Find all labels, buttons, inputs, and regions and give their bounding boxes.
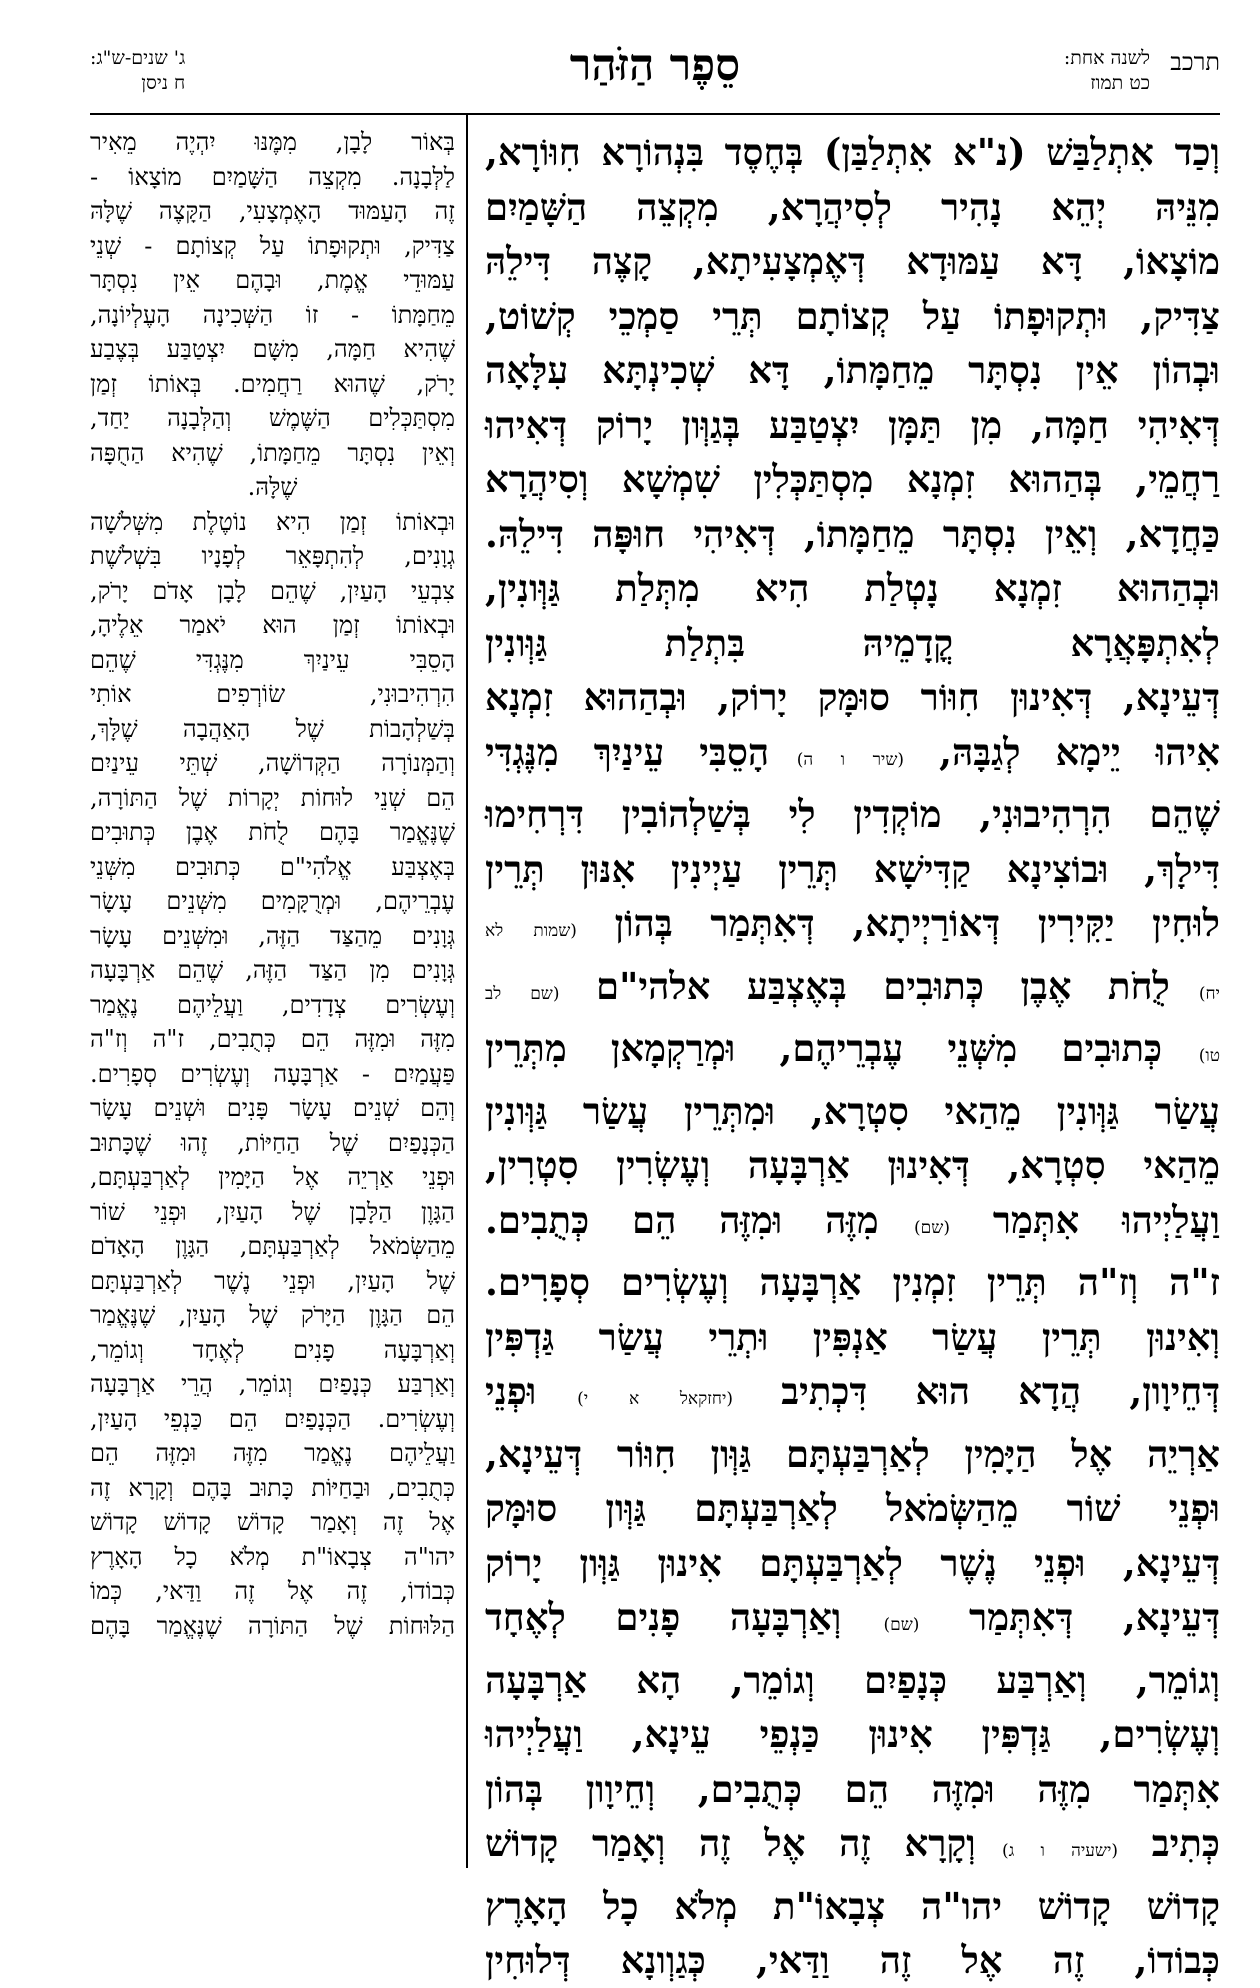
text-segment: וְגוֹמֵר, וְאַרְבַּע כְּנָפַיִם וְגוֹמֵר, הָא אַרְבָּעָה: [485, 1657, 1220, 1702]
translation-line: שֶׁנֶּאֱמַר בָּהֶם לֻחֹת אֶבֶן כְּתוּבִים: [90, 818, 455, 846]
text-line: [485, 616, 1220, 671]
text-segment: וְאִינוּן תְּרֵין עֲשַׂר אַנְפִּין וּתְרֵי עֲשַׂר גַּדְפִּין: [485, 1314, 1220, 1359]
verse-reference: יח): [1169, 983, 1221, 1004]
text-segment: כְּתִיב: [1118, 1821, 1220, 1865]
translation-line: כְּתֻבִים, וּבַחַיּוֹת כָּתוּב בָּהֶם וְקָרָא זֶה: [90, 1473, 455, 1502]
hebrew-translation-column: [90, 125, 455, 1875]
translation-line: וְעֶשְׂרִים. הַכְּנָפַיִם הֵם כַּנְפֵי הָעַיִן,: [90, 1404, 455, 1433]
text-line: [485, 842, 1220, 897]
text-segment: מִזֶּה וּמִזֶּה הֵם כְּתֻבִים.: [485, 1197, 879, 1242]
text-line: [485, 1816, 1220, 1879]
translation-line: עֶבְרֵיהֶם, וּמְרֻקָּמִים מִשְּׁנֵים עָשָׂר: [90, 887, 455, 915]
column-divider: [466, 113, 468, 1868]
translation-line: צַדִּיק, וּתְקוּפָתוֹ עַל קְצוֹתָם - שְׁנֵי: [90, 231, 455, 260]
text-line: [485, 1707, 1220, 1762]
text-line: [485, 343, 1220, 398]
text-segment: לוּחִין יַקִּירִין דְּאוֹרַיְיתָא, דְּאִתְּמַר בְּהוֹן: [576, 901, 1220, 945]
translation-line: וְאַרְבַּע כְּנָפַיִם וְגוֹמֵר, הֲרֵי אַרְבָּעָה: [90, 1370, 455, 1398]
text-line: [485, 289, 1220, 344]
text-segment: רַחֲמֵי, בְּהַהוּא זִמְנָא מִסְתַּכְּלִין שִׁמְשָׁא וְסִיהֲרָא: [485, 457, 1220, 501]
text-segment: וּפְנֵי שׁוֹר מֵהַשְּׂמֹאל לְאַרְבַּעְתָּם גַּוְּון סוּמָּק: [485, 1486, 1220, 1530]
text-segment: עֲשַׂר גַּוְּונִין מֵהַאי סִטְרָא, וּמִתְּרֵין עֲשַׂר גַּוְּונִין: [485, 1088, 1220, 1133]
verse-reference: (שם): [878, 1217, 950, 1238]
text-segment: אִתְּמַר מִזֶּה וּמִזֶּה הֵם כְּתֻבִים, וְחֵיוָון בְּהוֹן: [485, 1766, 1220, 1811]
translation-line: מִסְתַּכְּלִים הַשֶּׁמֶשׁ וְהַלְּבָנָה יַחַד,: [90, 404, 455, 432]
aramaic-text-column: [485, 125, 1221, 1982]
text-line: [485, 1762, 1220, 1817]
text-line: [485, 1481, 1220, 1536]
schedule-label: לשנה אחת:: [1063, 47, 1150, 69]
translation-line: וְהַמְּנוֹרָה הַקְּדוֹשָׁה, שְׁתֵּי עֵינַיִם: [90, 749, 455, 777]
translation-line: בְּאוֹר לָבָן, מִמֶּנּוּ יִהְיֶה מֵאִיר: [90, 128, 455, 156]
text-line: [485, 1879, 1220, 1934]
text-segment: וְכַד אִתְלַבַּשׁ: [1025, 130, 1220, 174]
text-line: [485, 670, 1220, 725]
text-segment: צַדִּיק, וּתְקוּפָתוֹ עַל קְצוֹתָם תְּרֵי סַמְכֵי קְשׁוֹט,: [485, 293, 1220, 338]
study-schedule-three-years: [90, 46, 185, 96]
text-line: [485, 1021, 1220, 1084]
page-number: תרכב: [1170, 48, 1220, 76]
translation-line: וּפְנֵי אַרְיֵה אֶל הַיָּמִין לְאַרְבַּעְתָּם,: [90, 1163, 455, 1191]
text-segment: מֵהַאי סִטְרָא, דְּאִינוּן אַרְבָּעָה וְעֶשְׂרִין סִטְרִין,: [485, 1143, 1220, 1187]
translation-line: גְּוָנִים מִן הַצַּד הַזֶּה, שֶׁהֵם אַרְבָּעָה: [90, 956, 455, 984]
text-line: [485, 896, 1220, 959]
text-line: [485, 1933, 1220, 1988]
verse-reference: (יחזקאל א י): [536, 1389, 734, 1409]
translation-line: הַכְּנָפַיִם שֶׁל הַחַיּוֹת, זֶהוּ שֶׁכָּתוּב: [90, 1128, 455, 1157]
translation-line: וְעֶשְׂרִים צְדָדִים, וַעֲלֵיהֶם נֶאֱמַר: [90, 990, 455, 1019]
translation-line: פַּעֲמַיִם - אַרְבָּעָה וְעֶשְׂרִים סְפָרִים.: [90, 1059, 455, 1088]
schedule-date: כט תמוז: [1090, 72, 1150, 94]
translation-line: שֶׁל הָעַיִן, וּפְנֵי נֶשֶׁר לְאַרְבַּעְתָּם: [90, 1266, 455, 1295]
translation-line: הַגָּוֶן הַלָּבָן שֶׁל הָעַיִן, וּפְנֵי שׁוֹר: [90, 1197, 455, 1226]
verse-reference: (שיר ו ה): [769, 749, 905, 770]
text-segment: וְעֶשְׂרִים, גַּדְפִּין אִינוּן כַּנְפֵי עֵינָא, וַעֲלַיְיהוּ: [485, 1712, 1220, 1756]
text-line: [485, 1255, 1220, 1310]
text-line: [485, 1310, 1220, 1365]
text-line: [485, 725, 1220, 788]
page-header: [90, 40, 1220, 110]
text-segment: אַרְיֵה אֶל הַיָּמִין לְאַרְבַּעְתָּם גַּוְּון חִוּוֹר דְּעֵינָא,: [485, 1431, 1220, 1476]
text-line: [485, 1084, 1220, 1139]
translation-line: הִרְהִיבוּנִי, שׂוֹרְפִים אוֹתִי: [90, 680, 455, 708]
verse-reference: (שם לב: [485, 983, 560, 1004]
translation-line: שֶׁהִיא חַמָּה, מִשָּׁם יִצְטַבַּע בְּצֶבַע: [90, 335, 455, 363]
translation-line: מֵחַמָּתוֹ - זוֹ הַשְּׁכִינָה הָעֶלְיוֹנָה,: [90, 300, 455, 329]
translation-line: וְהֵם שְׁנֵים עָשָׂר פָּנִים וּשְׁנֵים עָשָׂר: [90, 1094, 455, 1122]
verse-reference: (שם): [841, 1615, 920, 1635]
translation-line: מִזֶּה וּמִזֶּה הֵם כְּתֻבִים, ז"ה וְז"ה: [90, 1025, 455, 1053]
verse-reference: (שמות לא: [485, 921, 577, 941]
text-segment: דְּחֵיוָון, הֲדָא הוּא דִּכְתִיב: [733, 1369, 1220, 1413]
translation-line: בְּאֶצְבַּע אֱלֹהִי"ם כְּתוּבִים מִשְּׁנֵי: [90, 852, 455, 881]
text-segment: ז"ה וְז"ה תְּרֵין זִמְנִין אַרְבָּעָה וְעֶשְׂרִים סְפָרִים.: [485, 1260, 1220, 1304]
text-segment: דְּאִיהִי חַמָּה, מִן תַּמָּן יִצְטַבַּע בְּגַוְּון יָרוֹק דְּאִיהוּ: [485, 402, 1220, 447]
translation-line: שֶׁלָּהּ.: [247, 473, 298, 501]
translation-line: גְוָנִים, לְהִתְפָּאֵר לְפָנָיו בִּשְׁלֹשֶׁת: [90, 542, 455, 570]
translation-line: צִבְעֵי הָעַיִן, שֶׁהֵם לָבָן אָדֹם יָרֹק,: [90, 576, 455, 605]
text-segment: הָסֵבִּי עֵינַיִךְ מִנֶּגְדִּי: [485, 729, 770, 774]
text-segment: וַעֲלַיְיהוּ אִתְּמַר: [949, 1197, 1220, 1242]
translation-line: הֵם הַגָּוֶן הַיָּרֹק שֶׁל הָעַיִן, שֶׁנֶּאֱמַר: [90, 1301, 455, 1329]
translation-line: זֶה הָעַמּוּד הָאֶמְצָעִי, הַקָּצֶה שֶׁלָּהּ: [90, 197, 455, 225]
text-line: [485, 234, 1220, 289]
verse-reference: (ישעיה ו ג): [975, 1841, 1119, 1861]
translation-line: כְּבוֹדוֹ, זֶה אֶל זֶה וַדַּאי, כְּמוֹ: [90, 1577, 455, 1605]
translation-line: מֵהַשְּׂמֹאל לְאַרְבַּעְתָּם, הַגָּוֶן הָאָדֹם: [90, 1232, 455, 1260]
schedule-date: ח ניסן: [141, 72, 186, 94]
text-line: [485, 959, 1220, 1022]
text-line: [485, 787, 1220, 842]
text-line: [485, 1193, 1220, 1256]
text-segment: דְּעֵינָא, דְּאִתְּמַר: [919, 1595, 1220, 1639]
text-segment: וְאַרְבָּעָה פָנִים לְאֶחָד: [485, 1595, 842, 1639]
book-title: סֵפֶר הַזֹּהַר: [569, 40, 741, 91]
text-segment: (נ"א אִתְלַבַּן): [803, 130, 1026, 174]
text-line: [485, 1138, 1220, 1193]
text-segment: וּבְהַהוּא זִמְנָא נָטְלַת הִיא מִתְּלַת גַּוְּונִין,: [485, 566, 1220, 610]
text-segment: כַּחֲדָא, וְאֵין נִסְתָּר מֵחַמָּתוֹ, דְּאִיהִי חוּפָּה דִּילֵהּ.: [485, 511, 1220, 556]
text-line: [485, 1653, 1220, 1708]
text-segment: דְּעֵינָא, דְּאִינוּן חִוּוֹר סוּמָּק יָרוֹק, וּבְהַהוּא זִמְנָא: [485, 675, 1220, 719]
text-segment: מוֹצָאוֹ, דָּא עַמּוּדָא דְּאֶמְצָעִיתָא, קָצֶה דִּילֵהּ: [485, 239, 1220, 283]
verse-reference: טו): [1162, 1046, 1220, 1066]
translation-line: הֵם שְׁנֵי לוּחוֹת יְקָרוֹת שֶׁל הַתּוֹרָה,: [90, 783, 455, 812]
text-line: [485, 125, 1220, 180]
translation-line: יָרֹק, שֶׁהוּא רַחֲמִים. בְּאוֹתוֹ זְמַן: [90, 369, 455, 398]
text-segment: שֶׁהֵם הִרְהִיבוּנִי, מוֹקְדִין לִי בְּשַׁלְהוֹבִין דִּרְחִימוּ: [485, 792, 1220, 836]
text-segment: אִיהוּ יֵימָא לְגַבָּהּ,: [904, 729, 1220, 774]
translation-line: וְאַרְבָּעָה פָנִים לְאֶחָד וְגוֹמֵר,: [90, 1335, 455, 1364]
text-segment: כְּבוֹדוֹ, זֶה אֶל זֶה וַדַּאי, כְּגַוְונָא דְּלוּחִין: [485, 1938, 1220, 1982]
translation-line: וַעֲלֵיהֶם נֶאֱמַר מִזֶּה וּמִזֶּה הֵם: [90, 1439, 455, 1467]
text-line: [485, 398, 1220, 453]
text-segment: מִנֵּיהּ יְהֵא נָהִיר לְסִיהֲרָא, מִקְצֵה הַשָּׁמַיִם: [485, 184, 1220, 229]
text-line: [485, 561, 1220, 616]
text-segment: קָדוֹשׁ קָדוֹשׁ יהו"ה צְבָאוֹ"ת מְלֹא כָל הָאָרֶץ: [485, 1883, 1220, 1928]
translation-line: לַלְּבָנָה. מִקְצֵה הַשָּׁמַיִם מוֹצָאוֹ -: [90, 162, 455, 191]
text-line: [485, 180, 1220, 235]
translation-line: גְּוָנִים מֵהַצַּד הַזֶּה, וּמִשְּׁנֵים עָשָׂר: [90, 921, 455, 950]
header-divider: [90, 113, 1220, 115]
translation-line: בְּשַׁלְהָבוֹת שֶׁל הָאַהֲבָה שֶׁלָּךְ,: [90, 714, 455, 743]
text-segment: דְּעֵינָא, וּפְנֵי נֶשֶׁר לְאַרְבַּעְתָּם אִינוּן גַּוְּון יָרוֹק: [485, 1540, 1220, 1585]
translation-line: וּבְאוֹתוֹ זְמַן הִיא נוֹטֶלֶת מִשְּׁלֹשָׁה: [90, 507, 455, 536]
translation-line: עַמּוּדֵי אֱמֶת, וּבָהֶם אֵין נִסְתָּר: [90, 266, 455, 294]
text-segment: דִּילָךְ, וּבוֹצִינָא קַדִּישָׁא תְּרֵין עַיְינִין אִנּוּן תְּרֵין: [485, 846, 1220, 891]
text-segment: וְקָרָא זֶה אֶל זֶה וְאָמַר קָדוֹשׁ: [485, 1821, 976, 1865]
translation-line: וּבְאוֹתוֹ זְמַן הוּא יֹאמַר אֵלֶיהָ,: [90, 611, 455, 639]
text-segment: לְאִתְפָּאֲרָא קֳדָמֵיהּ בִּתְלַת גַּוְּונִין: [485, 620, 1220, 665]
text-segment: כְּתוּבִים מִשְּׁנֵי עֶבְרֵיהֶם, וּמְרַקְמָאן מִתְּרֵין: [485, 1026, 1163, 1070]
translation-line: אֶל זֶה וְאָמַר קָדוֹשׁ קָדוֹשׁ קָדוֹשׁ: [90, 1508, 455, 1536]
text-line: [485, 1364, 1220, 1427]
schedule-label: ג' שנים-ש"ג:: [90, 47, 186, 69]
text-segment: לֻחֹת אֶבֶן כְּתוּבִים בְּאֶצְבַּע אלהי"ם: [559, 963, 1170, 1008]
translation-line: יהו"ה צְבָאוֹ"ת מְלֹא כָל הָאָרֶץ: [90, 1542, 455, 1571]
translation-line: הַלּוּחוֹת שֶׁל הַתּוֹרָה שֶׁנֶּאֱמַר בָּהֶם: [90, 1611, 455, 1640]
text-segment: וּפְנֵי: [485, 1369, 537, 1413]
text-line: [485, 1536, 1220, 1591]
text-segment: בְּחֶסֶד בִּנְהוֹרָא חִוּוֹרָא,: [485, 130, 804, 174]
translation-line: הָסֵבִּי עֵינַיִךְ מִנֶּגְדִּי שֶׁהֵם: [90, 645, 455, 674]
translation-line: וְאֵין נִסְתָּר מֵחַמָּתוֹ, שֶׁהִיא הַחֻפָּה: [90, 438, 455, 467]
text-segment: וּבְהוֹן אֵין נִסְתָּר מֵחַמָּתוֹ, דָּא שְׁכִינְתָּא עִלָּאָה: [485, 348, 1220, 392]
text-line: [485, 452, 1220, 507]
text-line: [485, 507, 1220, 562]
text-line: [485, 1427, 1220, 1482]
text-line: [485, 1590, 1220, 1653]
